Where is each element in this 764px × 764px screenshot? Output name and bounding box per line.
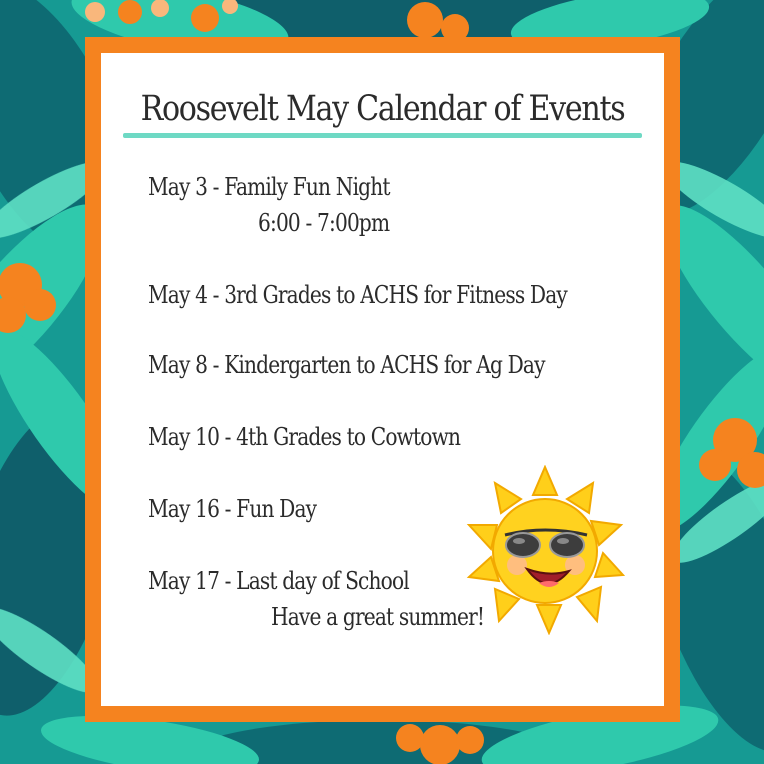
event-may-10: May 10 - 4th Grades to Cowtown xyxy=(148,423,461,451)
event-may-8: May 8 - Kindergarten to ACHS for Ag Day xyxy=(148,351,545,379)
page-title: Roosevelt May Calendar of Events xyxy=(140,89,625,129)
event-may-4: May 4 - 3rd Grades to ACHS for Fitness Day xyxy=(148,281,567,309)
event-may-3: May 3 - Family Fun Night xyxy=(148,173,390,201)
event-may-17: May 17 - Last day of School xyxy=(148,567,409,595)
event-may-16: May 16 - Fun Day xyxy=(148,495,317,523)
event-may-3-time: 6:00 - 7:00pm xyxy=(258,209,390,237)
orange-frame xyxy=(85,37,680,722)
summer-message: Have a great summer! xyxy=(271,603,485,631)
calendar-card xyxy=(101,53,664,706)
title-underline xyxy=(123,133,642,138)
sun-with-sunglasses-icon xyxy=(465,465,625,635)
